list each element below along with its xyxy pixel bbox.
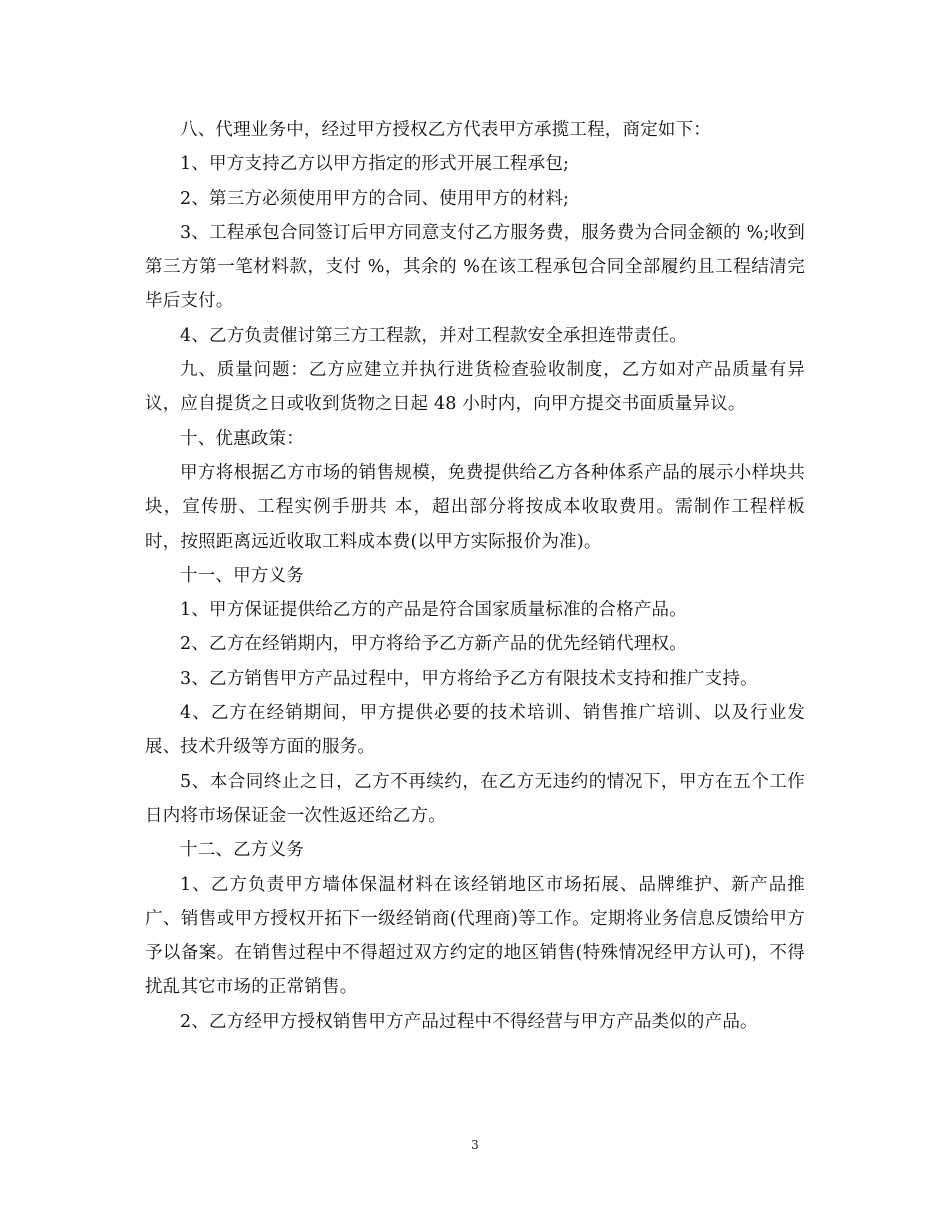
section-11-item-5: 5、本合同终止之日，乙方不再续约，在乙方无违约的情况下，甲方在五个工作日内将市场保证金一次性返还给乙方。 — [145, 771, 805, 826]
section-11-item-1: 1、甲方保证提供给乙方的产品是符合国家质量标准的合格产品。 — [180, 600, 687, 621]
section-8-item-3: 3、工程承包合同签订后甲方同意支付乙方服务费，服务费为合同金额的 %;收到第三方第一笔材料款，支付 %，其余的 %在该工程承包合同全部履约且工程结清完毕后支付。 — [145, 222, 805, 312]
section-8-item-4: 4、乙方负责催讨第三方工程款，并对工程款安全承担连带责任。 — [180, 325, 687, 346]
section-12-item-1: 1、乙方负责甲方墙体保温材料在该经销地区市场拓展、品牌维护、新产品推广、销售或甲方授权开拓下一级经销商(代理商)等工作。定期将业务信息反馈给甲方予以备案。在销售过程中不得超过双方约定的地区销售(特殊情况经甲方认可)，不得扰乱其它市场的正常销售。 — [145, 874, 805, 998]
section-11-heading: 十一、甲方义务 — [180, 565, 304, 586]
section-11-item-3: 3、乙方销售甲方产品过程中，甲方将给予乙方有限技术支持和推广支持。 — [180, 668, 758, 689]
section-8-item-1: 1、甲方支持乙方以甲方指定的形式开展工程承包; — [180, 154, 570, 175]
section-9-paragraph: 九、质量问题：乙方应建立并执行进货检查验收制度，乙方如对产品质量有异议，应自提货之日或收到货物之日起 48 小时内，向甲方提交书面质量异议。 — [145, 360, 805, 415]
document-body — [145, 113, 805, 1039]
section-8-item-2: 2、第三方必须使用甲方的合同、使用甲方的材料; — [180, 188, 570, 209]
section-8-heading: 八、代理业务中，经过甲方授权乙方代表甲方承揽工程，商定如下： — [180, 120, 711, 140]
section-10-heading: 十、优惠政策： — [180, 428, 304, 449]
section-12-heading: 十二、乙方义务 — [180, 840, 304, 861]
section-11-item-2: 2、乙方在经销期内，甲方将给予乙方新产品的优先经销代理权。 — [180, 634, 687, 655]
section-11-item-4: 4、乙方在经销期间，甲方提供必要的技术培训、销售推广培训、以及行业发展、技术升级等方面的服务。 — [145, 703, 805, 758]
page-number: 3 — [471, 1138, 479, 1152]
section-10-paragraph: 甲方将根据乙方市场的销售规模，免费提供给乙方各种体系产品的展示小样块共 块，宣传册、工程实例手册共 本，超出部分将按成本收取费用。需制作工程样板时，按照距离远近收取工料成本费(以甲方实际报价为准)。 — [145, 462, 805, 552]
section-12-item-2: 2、乙方经甲方授权销售甲方产品过程中不得经营与甲方产品类似的产品。 — [180, 1011, 758, 1032]
